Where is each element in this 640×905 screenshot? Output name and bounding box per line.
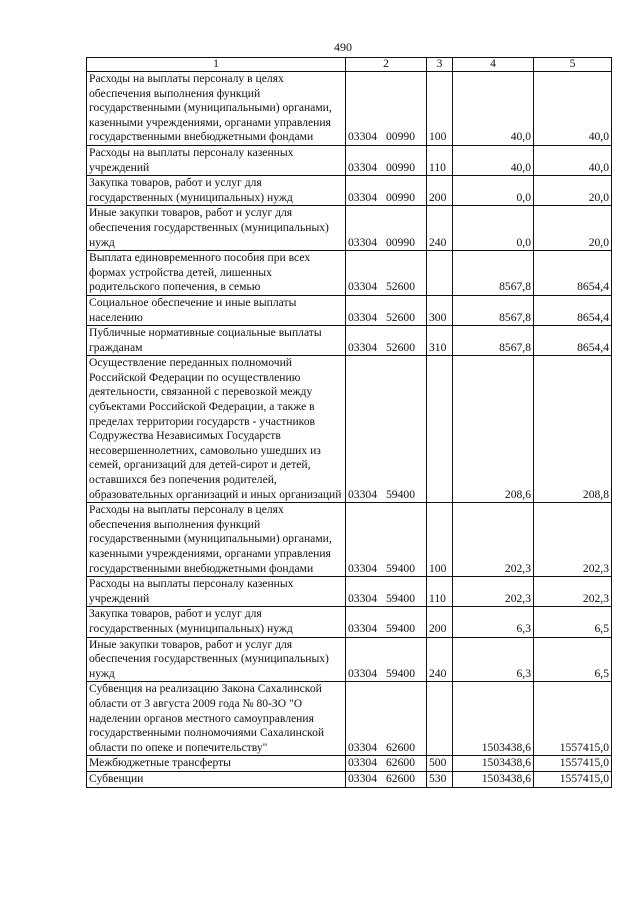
- header-cell: 3: [427, 58, 453, 72]
- row-code-item: 59400: [386, 561, 415, 575]
- row-code-item: 62600: [386, 756, 415, 770]
- table-body: [87, 72, 612, 788]
- row-value-4: 208,6: [453, 356, 534, 503]
- row-value-5: 202,3: [534, 577, 612, 607]
- row-code-section: 03304: [348, 740, 377, 754]
- row-expense-type: [427, 251, 453, 296]
- row-expense-type: 500: [427, 756, 453, 772]
- row-name: Закупка товаров, работ и услуг для государственных (муниципальных) нужд: [87, 176, 346, 206]
- row-code: [346, 176, 427, 206]
- row-expense-type: 110: [427, 577, 453, 607]
- row-code-section: 03304: [348, 756, 377, 770]
- table-row: [87, 145, 612, 175]
- row-value-4: 1503438,6: [453, 771, 534, 787]
- row-value-5: 1557415,0: [534, 682, 612, 756]
- row-expense-type: [427, 682, 453, 756]
- row-code: [346, 72, 427, 146]
- row-code: [346, 756, 427, 772]
- row-value-5: 8654,4: [534, 326, 612, 356]
- row-expense-type: 100: [427, 503, 453, 577]
- table-row: [87, 577, 612, 607]
- row-code-item: 62600: [386, 740, 415, 754]
- row-expense-type: 240: [427, 206, 453, 251]
- row-value-5: 40,0: [534, 145, 612, 175]
- row-code: [346, 607, 427, 637]
- row-value-4: 1503438,6: [453, 682, 534, 756]
- header-cell: 5: [534, 58, 612, 72]
- row-code-item: 59400: [386, 487, 415, 501]
- row-code-section: 03304: [348, 280, 377, 294]
- row-code-item: 00990: [386, 235, 415, 249]
- table-row: [87, 503, 612, 577]
- row-name: Закупка товаров, работ и услуг для государственных (муниципальных) нужд: [87, 607, 346, 637]
- row-code-section: 03304: [348, 130, 377, 144]
- row-expense-type: 200: [427, 176, 453, 206]
- row-value-5: 40,0: [534, 72, 612, 146]
- row-code-section: 03304: [348, 235, 377, 249]
- row-code: [346, 771, 427, 787]
- row-name: Иные закупки товаров, работ и услуг для обеспечения государственных (муниципальных) нужд: [87, 206, 346, 251]
- row-value-4: 202,3: [453, 577, 534, 607]
- row-code-item: 52600: [386, 340, 415, 354]
- table-header-row: [87, 58, 612, 72]
- row-expense-type: 110: [427, 145, 453, 175]
- row-code: [346, 251, 427, 296]
- row-value-4: 6,3: [453, 637, 534, 682]
- row-value-5: 8654,4: [534, 295, 612, 325]
- row-name: Осуществление переданных полномочий Российской Федерации по осуществлению деятельности, связанной с перевозкой между субъектами Российской Федерации, а также в пределах территории государств - участников Содружества Независимых Государств несовершеннолетних, самовольно ушедших из семей, организаций для детей-сирот и детей, оставшихся без попечения родителей, образовательных организаций и иных организаций: [87, 356, 346, 503]
- row-code-item: 00990: [386, 190, 415, 204]
- row-value-5: 6,5: [534, 607, 612, 637]
- row-value-4: 8567,8: [453, 295, 534, 325]
- row-code: [346, 577, 427, 607]
- row-name: Иные закупки товаров, работ и услуг для обеспечения государственных (муниципальных) нужд: [87, 637, 346, 682]
- row-code: [346, 145, 427, 175]
- row-code-item: 59400: [386, 591, 415, 605]
- row-name: Субвенция на реализацию Закона Сахалинской области от 3 августа 2009 года № 80-ЗО "О наделении органов местного самоуправления государственными полномочиями Сахалинской области по опеке и попечительству": [87, 682, 346, 756]
- header-cell: 2: [346, 58, 427, 72]
- table-row: [87, 756, 612, 772]
- row-value-4: 0,0: [453, 206, 534, 251]
- table-row: [87, 206, 612, 251]
- row-name: Расходы на выплаты персоналу казенных учреждений: [87, 577, 346, 607]
- budget-table: [86, 57, 612, 788]
- table-row: [87, 72, 612, 146]
- row-value-4: 6,3: [453, 607, 534, 637]
- row-code: [346, 637, 427, 682]
- table-row: [87, 356, 612, 503]
- row-code: [346, 206, 427, 251]
- row-code: [346, 682, 427, 756]
- row-code-section: 03304: [348, 310, 377, 324]
- row-name: Социальное обеспечение и иные выплаты населению: [87, 295, 346, 325]
- row-code-section: 03304: [348, 561, 377, 575]
- row-name: Расходы на выплаты персоналу в целях обеспечения выполнения функций государственными (муниципальными) органами, казенными учреждениями, органами управления государственными внебюджетными фондами: [87, 72, 346, 146]
- page-number: 490: [334, 40, 352, 54]
- row-value-5: 8654,4: [534, 251, 612, 296]
- table-row: [87, 607, 612, 637]
- row-value-4: 40,0: [453, 72, 534, 146]
- row-code-item: 52600: [386, 280, 415, 294]
- row-value-4: 202,3: [453, 503, 534, 577]
- table-row: [87, 771, 612, 787]
- row-value-5: 1557415,0: [534, 756, 612, 772]
- row-code-section: 03304: [348, 771, 377, 785]
- row-value-4: 1503438,6: [453, 756, 534, 772]
- row-expense-type: 530: [427, 771, 453, 787]
- row-name: Выплата единовременного пособия при всех формах устройства детей, лишенных родительского попечения, в семью: [87, 251, 346, 296]
- row-name: Расходы на выплаты персоналу в целях обеспечения выполнения функций государственными (муниципальными) органами, казенными учреждениями, органами управления государственными внебюджетными фондами: [87, 503, 346, 577]
- row-name: Межбюджетные трансферты: [87, 756, 346, 772]
- row-value-5: 20,0: [534, 206, 612, 251]
- row-name: Расходы на выплаты персоналу казенных учреждений: [87, 145, 346, 175]
- row-code-item: 59400: [386, 621, 415, 635]
- row-value-4: 0,0: [453, 176, 534, 206]
- header-cell: 1: [87, 58, 346, 72]
- row-value-5: 1557415,0: [534, 771, 612, 787]
- table-row: [87, 295, 612, 325]
- row-expense-type: 200: [427, 607, 453, 637]
- row-code-section: 03304: [348, 160, 377, 174]
- row-value-5: 208,8: [534, 356, 612, 503]
- row-code-item: 00990: [386, 130, 415, 144]
- header-cell: 4: [453, 58, 534, 72]
- row-value-5: 6,5: [534, 637, 612, 682]
- row-value-5: 202,3: [534, 503, 612, 577]
- row-code: [346, 503, 427, 577]
- row-code-section: 03304: [348, 190, 377, 204]
- row-code: [346, 295, 427, 325]
- table-row: [87, 326, 612, 356]
- row-expense-type: 300: [427, 295, 453, 325]
- table-row: [87, 637, 612, 682]
- row-value-5: 20,0: [534, 176, 612, 206]
- row-expense-type: 240: [427, 637, 453, 682]
- row-code: [346, 326, 427, 356]
- row-code-section: 03304: [348, 591, 377, 605]
- row-name: Публичные нормативные социальные выплаты гражданам: [87, 326, 346, 356]
- row-name: Субвенции: [87, 771, 346, 787]
- row-code-item: 59400: [386, 666, 415, 680]
- row-code-section: 03304: [348, 340, 377, 354]
- row-code-section: 03304: [348, 666, 377, 680]
- row-code: [346, 356, 427, 503]
- row-value-4: 40,0: [453, 145, 534, 175]
- row-code-section: 03304: [348, 621, 377, 635]
- row-value-4: 8567,8: [453, 326, 534, 356]
- table-row: [87, 176, 612, 206]
- row-code-item: 62600: [386, 771, 415, 785]
- row-code-item: 00990: [386, 160, 415, 174]
- row-code-item: 52600: [386, 310, 415, 324]
- table-row: [87, 682, 612, 756]
- row-expense-type: 310: [427, 326, 453, 356]
- row-value-4: 8567,8: [453, 251, 534, 296]
- row-code-section: 03304: [348, 487, 377, 501]
- row-expense-type: 100: [427, 72, 453, 146]
- row-expense-type: [427, 356, 453, 503]
- table-row: [87, 251, 612, 296]
